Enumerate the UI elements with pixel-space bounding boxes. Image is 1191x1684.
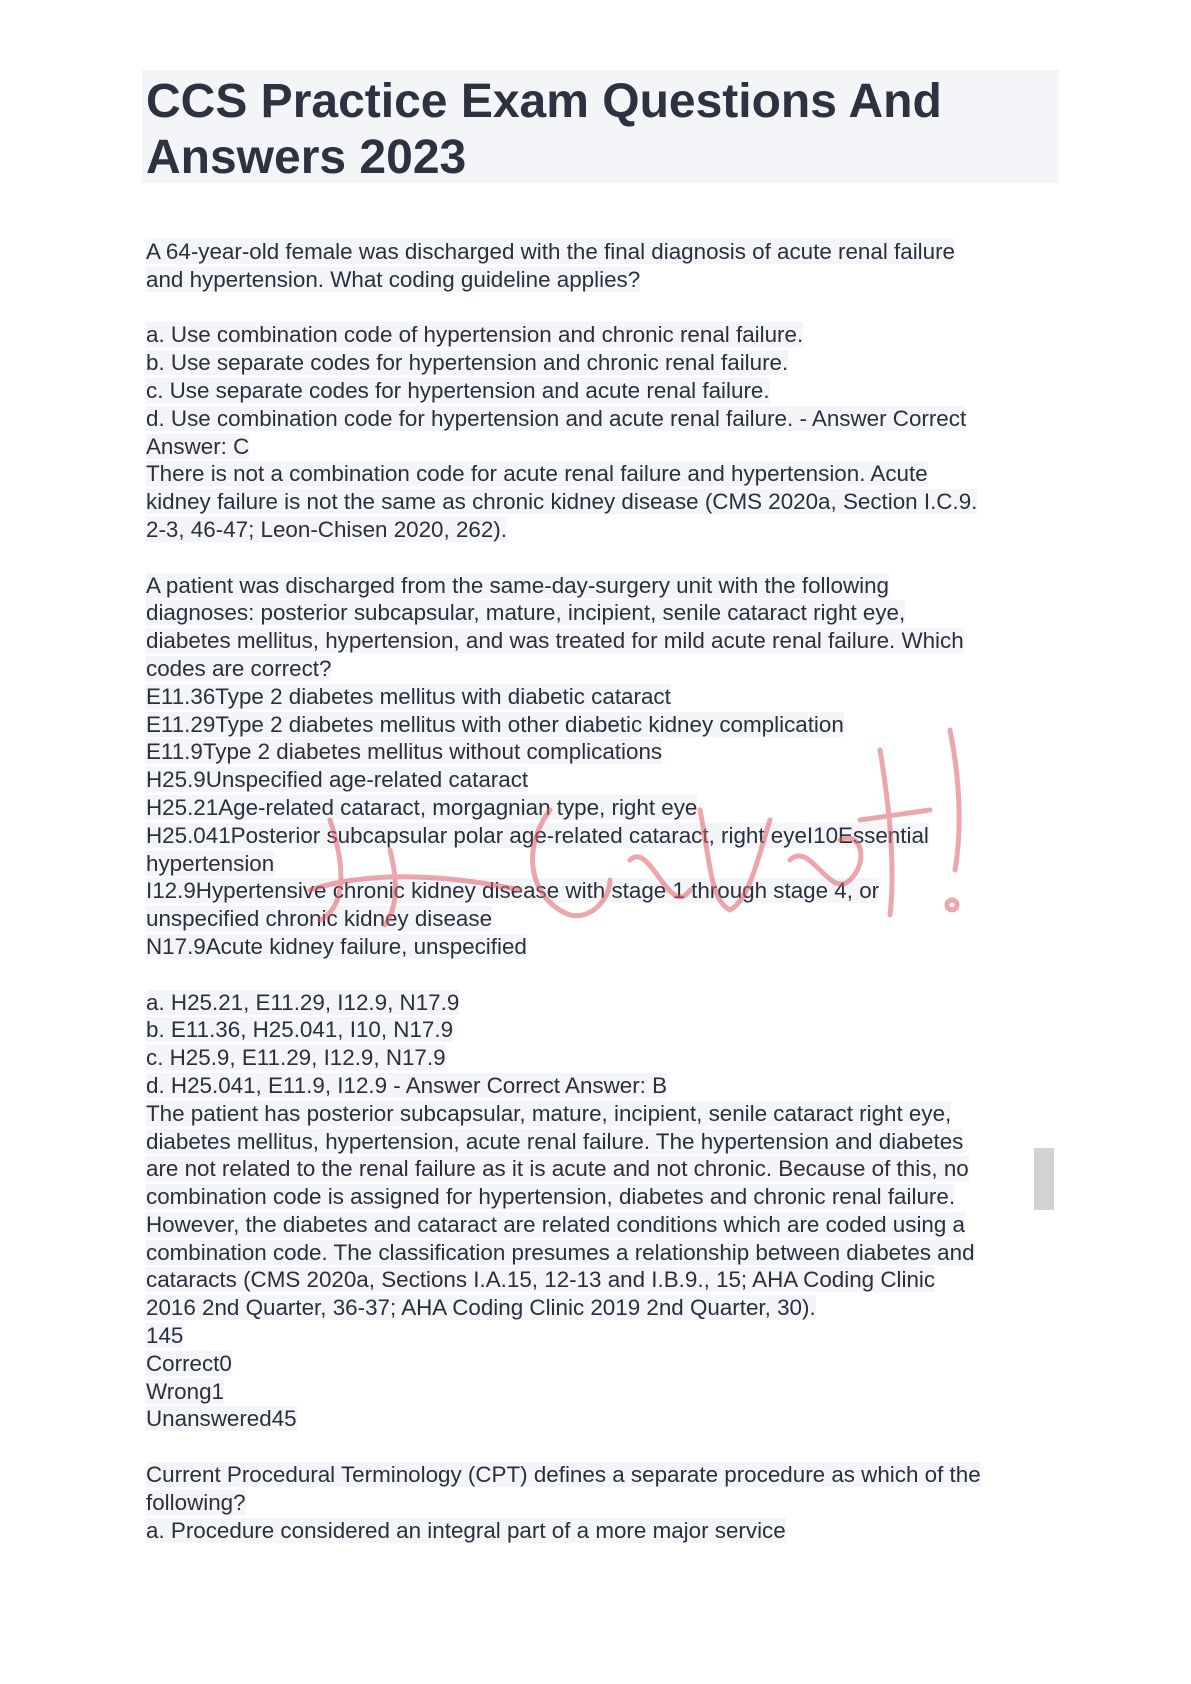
text-line xyxy=(146,1405,1071,1433)
document-title-block xyxy=(142,70,1059,183)
text-line xyxy=(146,655,1071,683)
text-line xyxy=(146,1489,1071,1517)
text-line-content: H25.9Unspecified age-related cataract xyxy=(146,767,529,793)
text-line xyxy=(146,572,1071,600)
paragraph-gap xyxy=(146,961,1071,989)
text-line-content: diabetes mellitus, hypertension, acute renal failure. The hypertension and diabetes xyxy=(146,1128,964,1154)
text-line-content: However, the diabetes and cataract are related conditions which are coded using a xyxy=(146,1211,966,1237)
text-line xyxy=(146,711,1071,739)
text-line xyxy=(146,1183,1071,1211)
text-line xyxy=(146,516,1071,544)
text-line xyxy=(146,1378,1071,1406)
text-line-content: b. E11.36, H25.041, I10, N17.9 xyxy=(146,1017,454,1043)
text-line xyxy=(146,683,1071,711)
text-line-content: H25.21Age-related cataract, morgagnian type, right eye xyxy=(146,794,698,820)
title-line: CCS Practice Exam Questions And xyxy=(146,75,942,128)
text-line xyxy=(146,766,1071,794)
text-line xyxy=(146,433,1071,461)
text-line xyxy=(146,405,1071,433)
document-body xyxy=(146,238,1071,1544)
text-line-content: a. Procedure considered an integral part of a more major service xyxy=(146,1517,786,1543)
text-line-content: The patient has posterior subcapsular, mature, incipient, senile cataract right eye, xyxy=(146,1100,952,1126)
text-line xyxy=(146,905,1071,933)
text-line xyxy=(146,989,1071,1017)
text-line-content: A 64-year-old female was discharged with the final diagnosis of acute renal failure xyxy=(146,239,956,264)
text-line xyxy=(146,238,1071,266)
text-line-content: 2-3, 46-47; Leon-Chisen 2020, 262). xyxy=(146,516,507,542)
text-line-content: d. Use combination code for hypertension and acute renal failure. - Answer Correct xyxy=(146,405,967,431)
text-line xyxy=(146,266,1071,294)
text-line-content: H25.041Posterior subcapsular polar age-related cataract, right eyeI10Essential xyxy=(146,822,929,848)
text-line-content: 145 xyxy=(146,1323,184,1349)
text-line xyxy=(146,488,1071,516)
text-line-content: c. Use separate codes for hypertension and acute renal failure. xyxy=(146,377,770,403)
text-line-content: N17.9Acute kidney failure, unspecified xyxy=(146,933,527,959)
text-line xyxy=(146,1016,1071,1044)
text-line-content: Answer: C xyxy=(146,433,250,459)
text-line xyxy=(146,349,1071,377)
text-line-content: Current Procedural Terminology (CPT) defines a separate procedure as which of the xyxy=(146,1462,981,1488)
text-line xyxy=(146,794,1071,822)
text-line-content: following? xyxy=(146,1489,246,1515)
text-line-content: c. H25.9, E11.29, I12.9, N17.9 xyxy=(146,1045,446,1071)
text-line xyxy=(146,627,1071,655)
document-title xyxy=(142,70,1059,186)
text-line xyxy=(146,822,1071,850)
text-line xyxy=(146,321,1071,349)
text-line-content: There is not a combination code for acute renal failure and hypertension. Acute xyxy=(146,461,928,487)
text-line-content: d. H25.041, E11.9, I12.9 - Answer Correct Answer: B xyxy=(146,1072,668,1098)
title-line: Answers 2023 xyxy=(146,131,467,184)
text-line-content: kidney failure is not the same as chronic kidney disease (CMS 2020a, Section I.C.9. xyxy=(146,489,978,515)
text-line xyxy=(146,377,1071,405)
text-line xyxy=(146,1211,1071,1239)
text-line-content: a. H25.21, E11.29, I12.9, N17.9 xyxy=(146,989,460,1015)
page-scroll-tab[interactable] xyxy=(1034,1148,1054,1210)
text-line-content: combination code is assigned for hypertension, diabetes and chronic renal failure. xyxy=(146,1184,956,1210)
text-line-content: unspecified chronic kidney disease xyxy=(146,906,493,932)
text-line-content: E11.9Type 2 diabetes mellitus without complications xyxy=(146,739,663,765)
paragraph-gap xyxy=(146,1433,1071,1461)
text-line-content: E11.29Type 2 diabetes mellitus with other diabetic kidney complication xyxy=(146,711,844,737)
text-line xyxy=(146,1266,1071,1294)
text-line-content: a. Use combination code of hypertension and chronic renal failure. xyxy=(146,322,804,348)
text-line xyxy=(146,877,1071,905)
text-line-content: Wrong1 xyxy=(146,1378,224,1404)
text-line xyxy=(146,1100,1071,1128)
text-line-content: and hypertension. What coding guideline applies? xyxy=(146,266,641,292)
text-line-content: b. Use separate codes for hypertension and chronic renal failure. xyxy=(146,350,789,376)
text-line-content: diabetes mellitus, hypertension, and was treated for mild acute renal failure. Which xyxy=(146,628,964,654)
text-line-content: diagnoses: posterior subcapsular, mature, incipient, senile cataract right eye, xyxy=(146,600,906,626)
text-line xyxy=(146,1461,1071,1489)
text-line xyxy=(146,1128,1071,1156)
text-line xyxy=(146,1155,1071,1183)
text-line-content: combination code. The classification presumes a relationship between diabetes and xyxy=(146,1239,975,1265)
text-line-content: A patient was discharged from the same-day-surgery unit with the following xyxy=(146,572,889,598)
text-line xyxy=(146,1350,1071,1378)
text-line-content: codes are correct? xyxy=(146,655,332,681)
text-line xyxy=(146,460,1071,488)
text-line xyxy=(146,599,1071,627)
text-line-content: Unanswered45 xyxy=(146,1406,297,1432)
text-line-content: I12.9Hypertensive chronic kidney disease with stage 1 through stage 4, or xyxy=(146,878,880,904)
text-line xyxy=(146,1322,1071,1350)
paragraph-gap xyxy=(146,294,1071,322)
text-line-content: are not related to the renal failure as it is acute and not chronic. Because of this, no xyxy=(146,1156,969,1182)
text-line xyxy=(146,933,1071,961)
text-line-content: E11.36Type 2 diabetes mellitus with diabetic cataract xyxy=(146,683,671,709)
text-line xyxy=(146,1072,1071,1100)
text-line xyxy=(146,850,1071,878)
text-line-content: cataracts (CMS 2020a, Sections I.A.15, 12-13 and I.B.9., 15; AHA Coding Clinic xyxy=(146,1267,936,1293)
text-line xyxy=(146,1517,1071,1545)
text-line xyxy=(146,1294,1071,1322)
text-line xyxy=(146,1044,1071,1072)
text-line-content: Correct0 xyxy=(146,1350,232,1376)
paragraph-gap xyxy=(146,544,1071,572)
text-line xyxy=(146,1239,1071,1267)
text-line xyxy=(146,738,1071,766)
text-line-content: 2016 2nd Quarter, 36-37; AHA Coding Clinic 2019 2nd Quarter, 30). xyxy=(146,1295,816,1321)
text-line-content: hypertension xyxy=(146,850,275,876)
